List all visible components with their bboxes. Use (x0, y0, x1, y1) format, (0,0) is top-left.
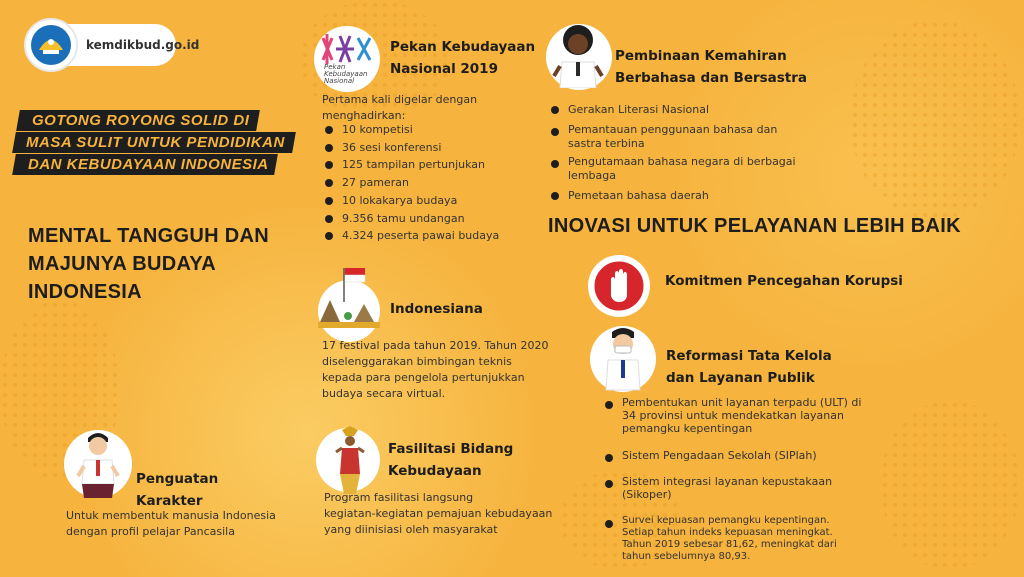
indonesiana-body-line: diselenggarakan bimbingan teknis (322, 355, 512, 368)
pekan-title-line: Nasional 2019 (390, 61, 498, 77)
list-item-line: Sistem Pengadaan Sekolah (SIPlah) (622, 449, 817, 462)
fasilitasi-body (324, 490, 552, 538)
list-item-line: Setiap tahun indeks kepuasan meningkat. (622, 527, 833, 538)
flag-temple-icon (314, 262, 386, 334)
main-title-line: MAJUNYA BUDAYA (28, 253, 216, 275)
list-item (548, 123, 818, 151)
indonesiana-body-line: 17 festival pada tahun 2019. Tahun 2020 (322, 339, 549, 352)
reformasi-title (666, 345, 832, 389)
penguatan-body-line: Untuk membentuk manusia Indonesia (66, 509, 276, 522)
pekan-logo-text (324, 64, 367, 85)
pekan-list (322, 121, 499, 245)
pekan-logo-word: Kebudayaan (324, 70, 368, 78)
banner-line-2: MASA SULIT UNTUK PENDIDIKAN (26, 134, 285, 151)
list-item (548, 101, 818, 119)
stop-hand-icon (591, 258, 647, 314)
dot-pattern (850, 20, 1020, 220)
list-item-line: (Sikoper) (622, 488, 672, 501)
pekan-title (390, 36, 535, 80)
list-item-line: Pemantauan penggunaan bahasa dan (568, 122, 778, 136)
pekan-logo-word: Pekan (324, 63, 346, 71)
officer-mask-icon (594, 324, 652, 392)
list-item: 27 pameran (322, 174, 499, 192)
kemdikbud-logo (24, 18, 78, 72)
list-item-line: Tahun 2019 sebesar 81,62, meningkat dari (622, 539, 837, 550)
fasilitasi-title-line: Fasilitasi Bidang (388, 441, 514, 457)
list-item-line: pemangku kepentingan (622, 422, 753, 435)
penguatan-title-line: Karakter (136, 493, 203, 509)
list-item (602, 449, 882, 462)
pekan-intro-line: menghadirkan: (322, 109, 406, 122)
dancer-icon (330, 426, 370, 496)
list-item-line: Pengutamaan bahasa negara di berbagai (568, 154, 796, 168)
indonesiana-body-line: kepada para pengelola pertunjukkan (322, 371, 525, 384)
main-title (28, 222, 288, 306)
main-title-line: MENTAL TANGGUH DAN (28, 225, 269, 247)
pembinaan-title-line: Berbahasa dan Bersastra (615, 70, 808, 86)
student-icon (70, 426, 126, 500)
fasilitasi-body-line: yang diinisiasi oleh masyarakat (324, 523, 498, 536)
pembinaan-title (615, 45, 807, 89)
pembinaan-list (548, 101, 818, 204)
pembinaan-title-line: Pembinaan Kemahiran (615, 48, 787, 64)
list-item: 10 kompetisi (322, 121, 499, 139)
list-item-line: sastra terbina (568, 136, 645, 150)
list-item-line: Pemetaan bahasa daerah (568, 188, 709, 202)
list-item: 36 sesi konferensi (322, 139, 499, 157)
list-item (548, 187, 818, 205)
penguatan-body-line: dengan profil pelajar Pancasila (66, 525, 235, 538)
list-item: 10 lokakarya budaya (322, 192, 499, 210)
list-item: 9.356 tamu undangan (322, 210, 499, 228)
list-item-line: Gerakan Literasi Nasional (568, 103, 710, 116)
reformasi-list (602, 396, 882, 563)
pekan-intro (322, 92, 477, 124)
list-item: 125 tampilan pertunjukan (322, 156, 499, 174)
komitmen-title: Komitmen Pencegahan Korupsi (665, 273, 903, 289)
reformasi-title-line: dan Layanan Publik (666, 370, 815, 386)
penguatan-body (66, 508, 276, 540)
fasilitasi-title (388, 438, 513, 482)
reformasi-title-line: Reformasi Tata Kelola (666, 348, 832, 364)
list-item-line: Survei kepuasan pemangku kepentingan. (622, 515, 830, 526)
fasilitasi-body-line: kegiatan-kegiatan pemajuan kebudayaan (324, 507, 553, 520)
list-item (548, 155, 818, 183)
inovasi-title: INOVASI UNTUK PELAYANAN LEBIH BAIK (548, 215, 961, 237)
list-item-line: 34 provinsi untuk mendekatkan layanan (622, 409, 844, 422)
banner-line-3: DAN KEBUDAYAAN INDONESIA (28, 156, 269, 173)
indonesiana-title: Indonesiana (390, 301, 483, 317)
list-item-line: Pembentukan unit layanan terpadu (ULT) di (622, 396, 862, 409)
penguatan-title-line: Penguatan (136, 471, 219, 487)
list-item (602, 515, 882, 563)
list-item (602, 475, 882, 501)
dot-pattern (880, 400, 1020, 570)
indonesiana-body-line: budaya secara virtual. (322, 387, 446, 400)
penguatan-title (136, 468, 218, 512)
list-item (602, 396, 882, 435)
pekan-logo-word: Nasional (324, 77, 355, 85)
banner-line-1: GOTONG ROYONG SOLID DI (32, 112, 250, 129)
pekan-intro-line: Pertama kali digelar dengan (322, 93, 478, 106)
list-item-line: lembaga (568, 168, 616, 182)
boy-reader-icon (548, 22, 608, 88)
list-item-line: tahun sebelumnya 80,93. (622, 551, 751, 562)
pekan-title-line: Pekan Kebudayaan (390, 39, 536, 55)
indonesiana-body (322, 338, 548, 402)
list-item-line: Sistem integrasi layanan kepustakaan (622, 475, 833, 488)
logo-url: kemdikbud.go.id (86, 38, 200, 52)
fasilitasi-body-line: Program fasilitasi langsung (324, 491, 474, 504)
list-item: 4.324 peserta pawai budaya (322, 227, 499, 245)
main-title-line: INDONESIA (28, 281, 142, 303)
fasilitasi-title-line: Kebudayaan (388, 463, 482, 479)
